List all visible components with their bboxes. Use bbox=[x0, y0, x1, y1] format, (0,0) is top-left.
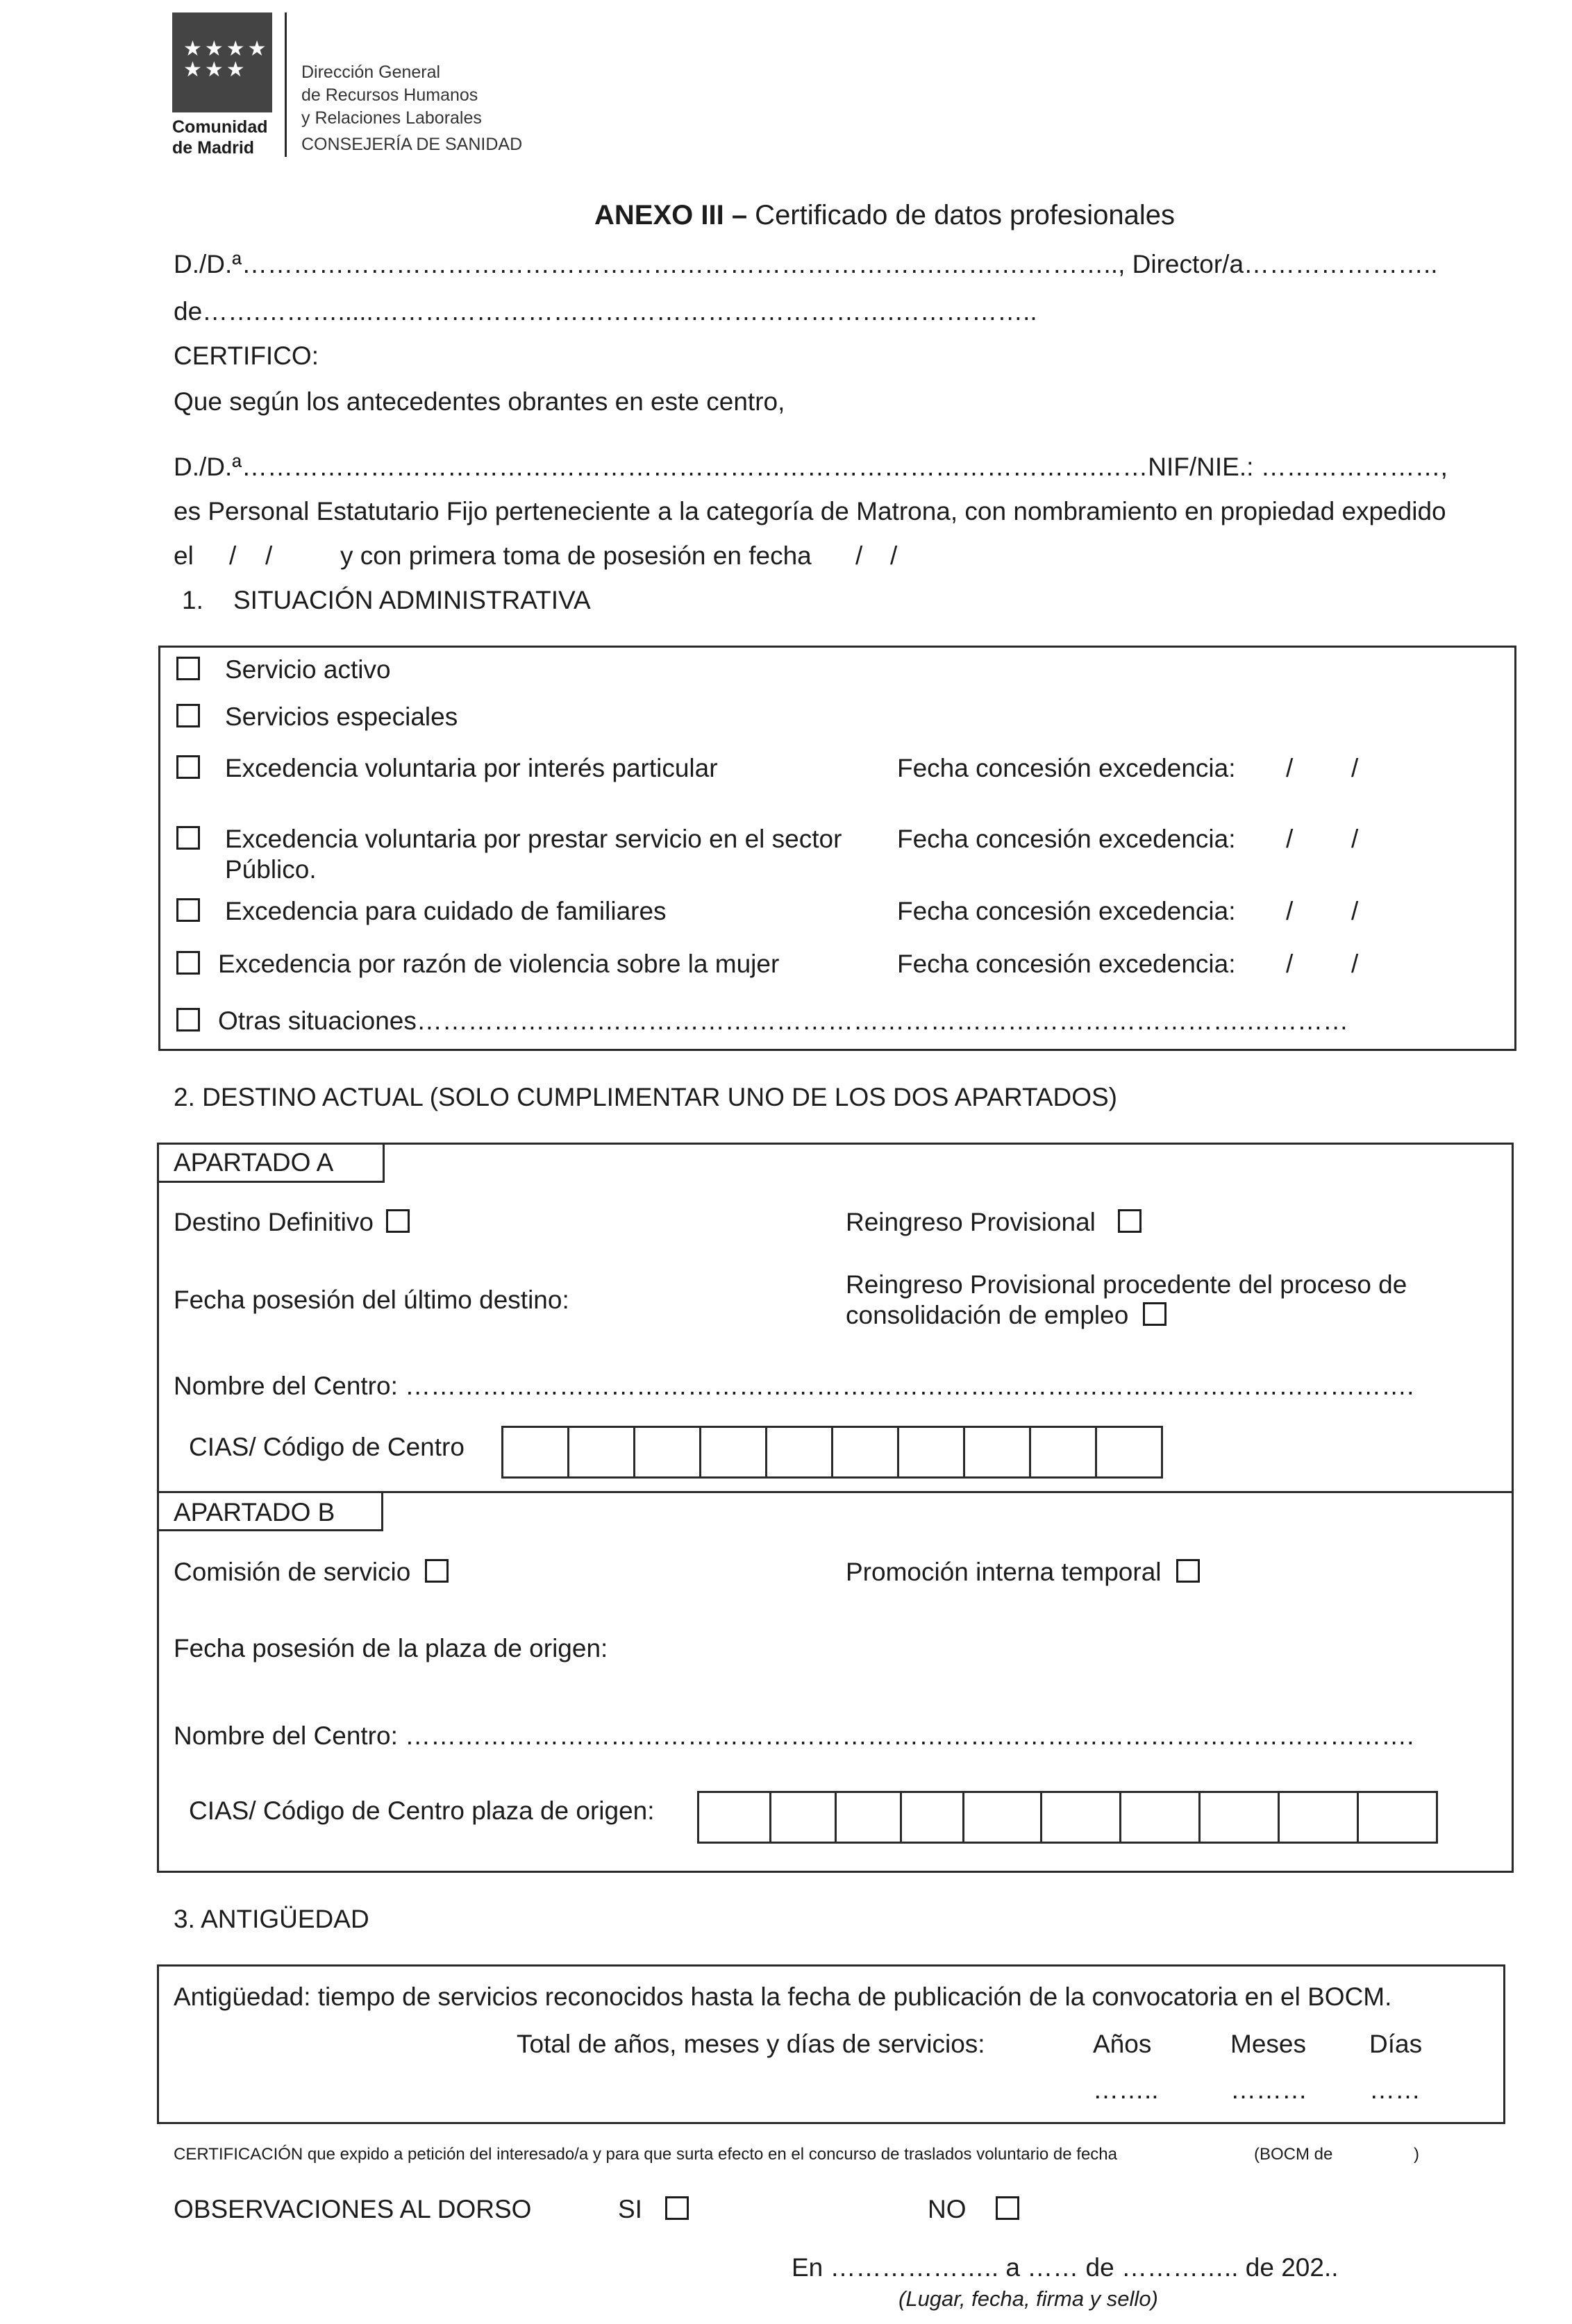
reingreso-consolidacion-checkbox[interactable] bbox=[1143, 1302, 1167, 1326]
logo-text-line1: Comunidad bbox=[172, 117, 268, 137]
date-slash: / bbox=[855, 541, 863, 570]
cias-digit-box[interactable] bbox=[833, 1426, 899, 1479]
reingreso-provisional-checkbox[interactable] bbox=[1118, 1209, 1142, 1233]
no-label: NO bbox=[928, 2195, 967, 2223]
nombre-centro-b-line: Nombre del Centro: ………………………………………………………………………………………………………. bbox=[174, 1721, 1414, 1750]
excedencia-interes-label: Excedencia voluntaria por interés particular bbox=[225, 754, 718, 782]
cias-digit-box[interactable] bbox=[771, 1791, 837, 1844]
si-label: SI bbox=[618, 2195, 642, 2223]
servicio-activo-checkbox[interactable] bbox=[176, 657, 200, 680]
promocion-interna-label: Promoción interna temporal bbox=[846, 1558, 1162, 1586]
observaciones-no-checkbox[interactable] bbox=[996, 2196, 1019, 2220]
cias-digit-box[interactable] bbox=[699, 1791, 771, 1844]
section1-number: 1. bbox=[182, 586, 203, 614]
title-text: Certificado de datos profesionales bbox=[747, 200, 1175, 230]
excedencia-violencia-checkbox[interactable] bbox=[176, 951, 200, 975]
logo-stars: ★★★★ ★★★ bbox=[183, 37, 269, 82]
cias-digit-box[interactable] bbox=[965, 1426, 1031, 1479]
fecha-concesion-label: Fecha concesión excedencia: bbox=[897, 950, 1236, 978]
cias-digit-box[interactable] bbox=[701, 1426, 767, 1479]
bocm-label: (BOCM de bbox=[1254, 2145, 1333, 2164]
cias-digit-box[interactable] bbox=[569, 1426, 635, 1479]
cias-digit-box[interactable] bbox=[1031, 1426, 1097, 1479]
director-line: D./D.ª……………………………………………………………………….…….………….., Director/a………………….. bbox=[174, 250, 1438, 278]
date-slash: / bbox=[1286, 897, 1294, 925]
cias-digit-box[interactable] bbox=[837, 1791, 902, 1844]
total-servicios-label: Total de años, meses y días de servicios: bbox=[517, 2030, 985, 2058]
comision-servicio-checkbox[interactable] bbox=[425, 1559, 449, 1583]
excedencia-familiares-label: Excedencia para cuidado de familiares bbox=[225, 897, 667, 925]
otras-situaciones-label: Otras situaciones…………………………………………………………………………………….………… bbox=[218, 1007, 1349, 1035]
servicio-activo-label: Servicio activo bbox=[225, 655, 391, 684]
observaciones-si-checkbox[interactable] bbox=[665, 2196, 689, 2220]
cias-digit-box[interactable] bbox=[635, 1426, 701, 1479]
apartado-b-label: APARTADO B bbox=[174, 1498, 335, 1526]
certifico-label: CERTIFICO: bbox=[174, 342, 319, 370]
lugar-fecha-caption: (Lugar, fecha, firma y sello) bbox=[898, 2287, 1158, 2311]
apartado-a-label: APARTADO A bbox=[174, 1148, 334, 1177]
date-slash: / bbox=[1286, 754, 1294, 782]
promocion-interna-checkbox[interactable] bbox=[1176, 1559, 1200, 1583]
logo-divider bbox=[285, 12, 287, 157]
personal-text: es Personal Estatutario Fijo perteneciente a la categoría de Matrona, con nombramiento en propiedad expedido bbox=[174, 497, 1446, 525]
fecha-concesion-label: Fecha concesión excedencia: bbox=[897, 754, 1236, 782]
date-slash: / bbox=[265, 541, 273, 570]
excedencia-sector-publico-label: Excedencia voluntaria por prestar servicio en el sector bbox=[225, 825, 842, 853]
cias-a-code-boxes[interactable] bbox=[501, 1426, 1163, 1479]
antiguedad-text: Antigüedad: tiempo de servicios reconocidos hasta la fecha de publicación de la convocatoria en el BOCM. bbox=[174, 1982, 1392, 2011]
anos-value-line: …….. bbox=[1093, 2075, 1159, 2104]
section1-heading: SITUACIÓN ADMINISTRATIVA bbox=[233, 586, 591, 614]
excedencia-sector-publico-label-2: Público. bbox=[225, 855, 317, 884]
comision-servicio-label: Comisión de servicio bbox=[174, 1558, 411, 1586]
destino-definitivo-label: Destino Definitivo bbox=[174, 1208, 374, 1236]
section2-heading: 2. DESTINO ACTUAL (SOLO CUMPLIMENTAR UNO DE LOS DOS APARTADOS) bbox=[174, 1083, 1117, 1111]
org-line-1: Dirección General bbox=[301, 62, 441, 82]
servicios-especiales-checkbox[interactable] bbox=[176, 704, 200, 727]
cias-b-label: CIAS/ Código de Centro plaza de origen: bbox=[189, 1796, 655, 1825]
lugar-fecha-line: En ……………….. a …… de ………….. de 202.. bbox=[792, 2253, 1339, 2282]
cias-digit-box[interactable] bbox=[503, 1426, 569, 1479]
bocm-close: ) bbox=[1414, 2145, 1419, 2164]
dias-value-line: …… bbox=[1369, 2075, 1421, 2104]
nombre-centro-a-line: Nombre del Centro: ………………………………………………………………………………………………………. bbox=[174, 1372, 1414, 1400]
excedencia-familiares-checkbox[interactable] bbox=[176, 898, 200, 922]
date-slash: / bbox=[1351, 825, 1359, 853]
cias-digit-box[interactable] bbox=[1359, 1791, 1438, 1844]
otras-situaciones-checkbox[interactable] bbox=[176, 1008, 200, 1032]
excedencia-interes-checkbox[interactable] bbox=[176, 755, 200, 779]
reingreso-provisional-label: Reingreso Provisional bbox=[846, 1208, 1096, 1236]
logo-text-line2: de Madrid bbox=[172, 138, 255, 158]
meses-label: Meses bbox=[1230, 2030, 1306, 2058]
cias-digit-box[interactable] bbox=[899, 1426, 965, 1479]
cias-b-code-boxes[interactable] bbox=[697, 1791, 1438, 1844]
cias-digit-box[interactable] bbox=[767, 1426, 833, 1479]
dias-label: Días bbox=[1369, 2030, 1423, 2058]
comunidad-de-madrid-logo bbox=[172, 12, 272, 112]
date-slash: / bbox=[1351, 897, 1359, 925]
de-line: de…….……….....…………………………………………………….…………….. bbox=[174, 297, 1037, 326]
cias-digit-box[interactable] bbox=[1280, 1791, 1359, 1844]
document-title bbox=[594, 200, 1175, 231]
destino-definitivo-checkbox[interactable] bbox=[386, 1209, 410, 1233]
observaciones-label: OBSERVACIONES AL DORSO bbox=[174, 2195, 532, 2223]
fecha-ultimo-destino-label: Fecha posesión del último destino: bbox=[174, 1286, 569, 1314]
cias-digit-box[interactable] bbox=[1201, 1791, 1280, 1844]
cias-digit-box[interactable] bbox=[902, 1791, 964, 1844]
section3-heading: 3. ANTIGÜEDAD bbox=[174, 1905, 369, 1933]
reingreso-consolidacion-label-2: consolidación de empleo bbox=[846, 1301, 1129, 1329]
certificacion-text: CERTIFICACIÓN que expido a petición del interesado/a y para que surta efecto en el concurso de traslados voluntario de fecha bbox=[174, 2145, 1117, 2164]
org-line-2: de Recursos Humanos bbox=[301, 85, 478, 105]
org-line-3: y Relaciones Laborales bbox=[301, 108, 482, 128]
meses-value-line: ……… bbox=[1230, 2075, 1307, 2104]
cias-digit-box[interactable] bbox=[1097, 1426, 1163, 1479]
cias-digit-box[interactable] bbox=[1121, 1791, 1201, 1844]
date-slash: / bbox=[1351, 950, 1359, 978]
segun-text: Que según los antecedentes obrantes en este centro, bbox=[174, 387, 785, 416]
title-annex: ANEXO III – bbox=[594, 200, 748, 230]
excedencia-violencia-label: Excedencia por razón de violencia sobre la mujer bbox=[218, 950, 780, 978]
date-slash: / bbox=[1286, 825, 1294, 853]
date-slash: / bbox=[1351, 754, 1359, 782]
date-slash: / bbox=[1286, 950, 1294, 978]
servicios-especiales-label: Servicios especiales bbox=[225, 702, 458, 731]
fecha-plaza-origen-label: Fecha posesión de la plaza de origen: bbox=[174, 1634, 608, 1662]
org-line-4: CONSEJERÍA DE SANIDAD bbox=[301, 135, 523, 154]
fecha-concesion-label: Fecha concesión excedencia: bbox=[897, 825, 1236, 853]
fecha-concesion-label: Fecha concesión excedencia: bbox=[897, 897, 1236, 925]
reingreso-consolidacion-label: Reingreso Provisional procedente del proceso de bbox=[846, 1270, 1407, 1299]
date-slash: / bbox=[229, 541, 237, 570]
cias-a-label: CIAS/ Código de Centro bbox=[189, 1433, 465, 1461]
cias-digit-box[interactable] bbox=[964, 1791, 1042, 1844]
toma-text: y con primera toma de posesión en fecha bbox=[340, 541, 812, 570]
anos-label: Años bbox=[1093, 2030, 1152, 2058]
excedencia-sector-publico-checkbox[interactable] bbox=[176, 826, 200, 850]
el-label: el bbox=[174, 541, 194, 570]
employee-line: D./D.ª……………………………………………………………………………………….……NIF/NIE.: …………………, bbox=[174, 453, 1448, 481]
cias-digit-box[interactable] bbox=[1042, 1791, 1121, 1844]
date-slash: / bbox=[890, 541, 898, 570]
